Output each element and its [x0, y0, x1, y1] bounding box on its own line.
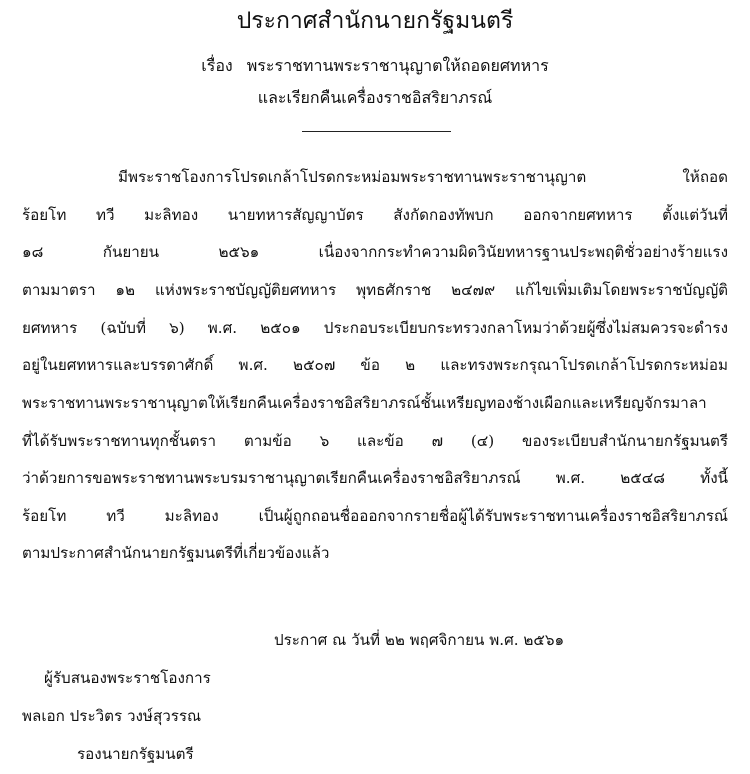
subject-line-1: [0, 54, 750, 78]
body-line-6: อยู่ในยศทหารและบรรดาศักดิ์ พ.ศ. ๒๕๐๗ ข้อ ๒ และทรงพระกรุณาโปรดเกล้าโปรดกระหม่อม: [22, 356, 728, 374]
subject-line-2: และเรียกคืนเครื่องราชอิสริยาภรณ์: [257, 88, 493, 107]
signatory-position: รองนายกรัฐมนตรี: [77, 745, 194, 763]
body-line-11: ตามประกาศสำนักนายกรัฐมนตรีที่เกี่ยวข้องแล้ว: [22, 544, 330, 562]
announcement-title: ประกาศสำนักนายกรัฐมนตรี: [236, 8, 514, 34]
subject-text-1: พระราชทานพระราชานุญาตให้ถอดยศทหาร: [246, 56, 549, 75]
subject-label: เรื่อง: [201, 56, 233, 75]
body-line-4: ตามมาตรา ๑๒ แห่งพระราชบัญญัติยศทหาร พุทธศักราช ๒๔๗๙ แก้ไขเพิ่มเติมโดยพระราชบัญญัติ: [22, 281, 728, 299]
body-line-9: ว่าด้วยการขอพระราชทานพระบรมราชานุญาตเรียกคืนเครื่องราชอิสริยาภรณ์ พ.ศ. ๒๕๔๘ ทั้งนี้: [22, 469, 728, 487]
body-line-8: ที่ได้รับพระราชทานทุกชั้นตรา ตามข้อ ๖ และข้อ ๗ (๔) ของระเบียบสำนักนายกรัฐมนตรี: [22, 432, 728, 450]
body-line-10: ร้อยโท ทวี มะลิทอง เป็นผู้ถูกถอนชื่อออกจากรายชื่อผู้ได้รับพระราชทานเครื่องราชอิสริยาภรณ์: [22, 507, 728, 525]
announced-date: ประกาศ ณ วันที่ ๒๒ พฤศจิกายน พ.ศ. ๒๕๖๑: [274, 631, 565, 649]
countersign-label: ผู้รับสนองพระราชโองการ: [44, 669, 211, 687]
body-line-5: ยศทหาร (ฉบับที่ ๖) พ.ศ. ๒๕๐๑ ประกอบระเบียบกระทรวงกลาโหมว่าด้วยผู้ซึ่งไม่สมควรจะดำรง: [22, 319, 728, 337]
body-line-7: พระราชทานพระราชานุญาตให้เรียกคืนเครื่องราชอิสริยาภรณ์ชั้นเหรียญทองช้างเผือกและเหรียญจักรมาลา: [22, 394, 707, 412]
signatory-name: พลเอก ประวิตร วงษ์สุวรรณ: [22, 707, 202, 725]
body-line-2: ร้อยโท ทวี มะลิทอง นายทหารสัญญาบัตร สังกัดกองทัพบก ออกจากยศทหาร ตั้งแต่วันที่: [22, 206, 728, 224]
title-divider: [302, 131, 451, 132]
body-line-3: ๑๘ กันยายน ๒๕๖๑ เนื่องจากกระทำความผิดวินัยทหารฐานประพฤติชั่วอย่างร้ายแรง: [22, 243, 728, 261]
body-line-1: มีพระราชโองการโปรดเกล้าโปรดกระหม่อมพระราชทานพระราชานุญาต ให้ถอด: [118, 168, 728, 186]
